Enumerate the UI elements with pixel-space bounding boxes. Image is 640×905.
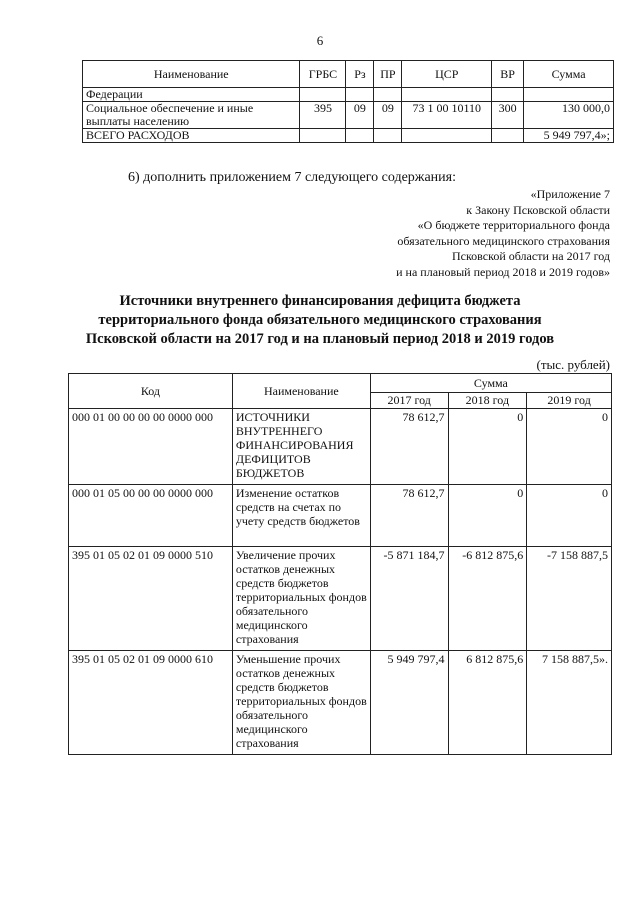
expenses-table xyxy=(82,60,614,143)
appendix-line: и на плановый период 2018 и 2019 годов» xyxy=(396,264,610,279)
cell-2019: -7 158 887,5 xyxy=(527,547,612,651)
title-line: Псковской области на 2017 год и на плановый период 2018 и 2019 годов xyxy=(85,331,555,347)
header-name: Наименование xyxy=(83,61,300,88)
header-2018: 2018 год xyxy=(448,393,527,409)
cell-vr xyxy=(492,88,524,102)
cell-2019: 0 xyxy=(527,409,612,485)
cell-name: ВСЕГО РАСХОДОВ xyxy=(83,129,300,143)
table-row-total xyxy=(83,129,614,143)
cell-name: Увеличение прочих остатков денежных средств бюджетов территориальных фондов обязательного медицинского страхования xyxy=(232,547,370,651)
cell-code: 395 01 05 02 01 09 0000 510 xyxy=(69,547,233,651)
cell-code: 000 01 00 00 00 00 0000 000 xyxy=(69,409,233,485)
cell-2018: 0 xyxy=(448,485,527,547)
cell-name: Федерации xyxy=(83,88,300,102)
header-code: Код xyxy=(69,374,233,409)
units-label: (тыс. рублей) xyxy=(536,357,610,372)
table-header-row xyxy=(69,374,612,393)
cell-csr xyxy=(402,129,492,143)
cell-sum xyxy=(524,88,614,102)
appendix-line: «О бюджете территориального фонда xyxy=(417,218,610,232)
title-line: территориального фонда обязательного медицинского страхования xyxy=(98,312,542,328)
table-row xyxy=(69,651,612,755)
cell-2017: 78 612,7 xyxy=(370,409,448,485)
header-name: Наименование xyxy=(232,374,370,409)
appendix-line: к Закону Псковской области xyxy=(466,202,610,217)
amendment-paragraph: 6) дополнить приложением 7 следующего содержания: xyxy=(128,170,456,185)
cell-grbs xyxy=(300,88,346,102)
cell-2017: 78 612,7 xyxy=(370,485,448,547)
header-2017: 2017 год xyxy=(370,393,448,409)
page-number: 6 xyxy=(316,33,324,48)
appendix-header xyxy=(396,187,610,280)
cell-grbs xyxy=(300,129,346,143)
document-title xyxy=(0,292,640,349)
cell-pr: 09 xyxy=(374,102,402,129)
table-row xyxy=(83,88,614,102)
cell-sum: 130 000,0 xyxy=(524,102,614,129)
header-sum: Сумма xyxy=(370,374,611,393)
appendix-line: «Приложение 7 xyxy=(530,187,610,201)
appendix-line: обязательного медицинского страхования xyxy=(397,233,610,248)
cell-name: Уменьшение прочих остатков денежных средств бюджетов территориальных фондов обязательного медицинского страхования xyxy=(232,651,370,755)
title-line: Источники внутреннего финансирования дефицита бюджета xyxy=(119,293,521,309)
table-row xyxy=(69,485,612,547)
cell-code: 395 01 05 02 01 09 0000 610 xyxy=(69,651,233,755)
cell-grbs: 395 xyxy=(300,102,346,129)
cell-vr: 300 xyxy=(492,102,524,129)
table-header-row xyxy=(83,61,614,88)
cell-code: 000 01 05 00 00 00 0000 000 xyxy=(69,485,233,547)
cell-rz: 09 xyxy=(346,102,374,129)
cell-pr xyxy=(374,88,402,102)
header-rz: Рз xyxy=(346,61,374,88)
cell-2019: 7 158 887,5». xyxy=(527,651,612,755)
table-row xyxy=(69,409,612,485)
cell-sum: 5 949 797,4»; xyxy=(524,129,614,143)
cell-name: ИСТОЧНИКИ ВНУТРЕННЕГО ФИНАНСИРОВАНИЯ ДЕФИЦИТОВ БЮДЖЕТОВ xyxy=(232,409,370,485)
appendix-line: Псковской области на 2017 год xyxy=(451,249,610,263)
cell-2017: -5 871 184,7 xyxy=(370,547,448,651)
cell-2017: 5 949 797,4 xyxy=(370,651,448,755)
table-row xyxy=(83,102,614,129)
cell-rz xyxy=(346,129,374,143)
cell-2019: 0 xyxy=(527,485,612,547)
header-pr: ПР xyxy=(374,61,402,88)
cell-2018: 6 812 875,6 xyxy=(448,651,527,755)
cell-pr xyxy=(374,129,402,143)
header-vr: ВР xyxy=(492,61,524,88)
cell-2018: -6 812 875,6 xyxy=(448,547,527,651)
cell-rz xyxy=(346,88,374,102)
cell-2018: 0 xyxy=(448,409,527,485)
table-row xyxy=(69,547,612,651)
header-2019: 2019 год xyxy=(527,393,612,409)
cell-name: Социальное обеспечение и иные выплаты населению xyxy=(83,102,300,129)
header-grbs: ГРБС xyxy=(300,61,346,88)
cell-csr xyxy=(402,88,492,102)
sources-table xyxy=(68,373,612,755)
cell-name: Изменение остатков средств на счетах по учету средств бюджетов xyxy=(232,485,370,547)
cell-vr xyxy=(492,129,524,143)
cell-csr: 73 1 00 10110 xyxy=(402,102,492,129)
header-csr: ЦСР xyxy=(402,61,492,88)
header-sum: Сумма xyxy=(524,61,614,88)
